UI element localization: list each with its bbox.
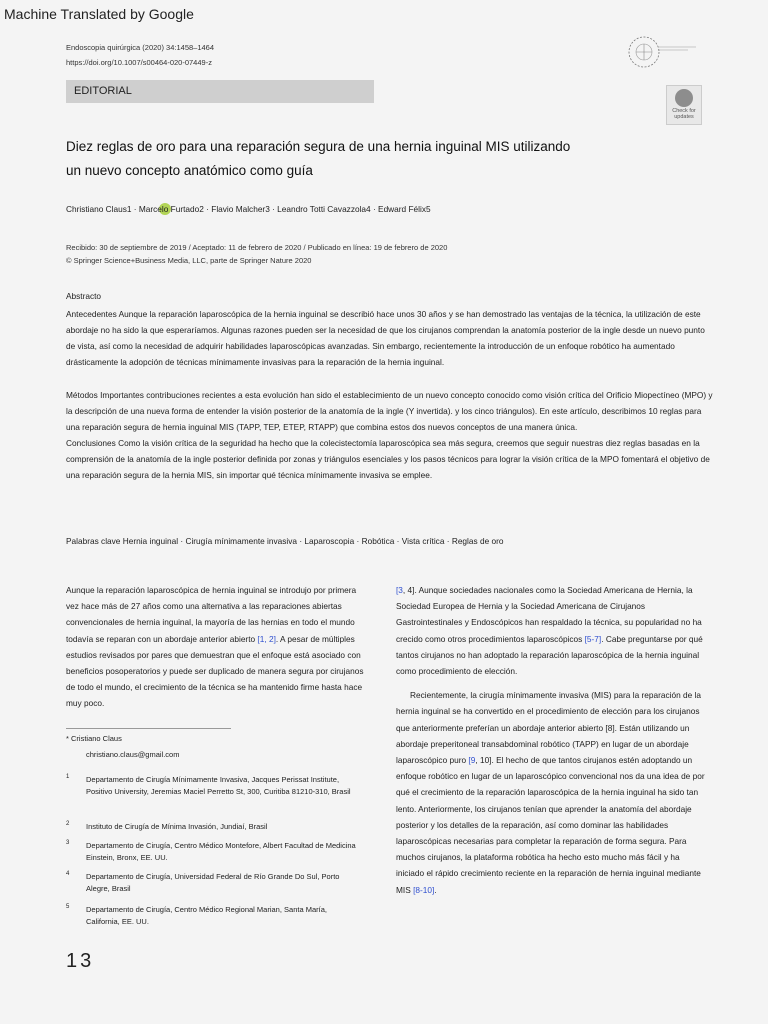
doi-link[interactable]: https://doi.org/10.1007/s00464-020-07449-z bbox=[66, 58, 212, 67]
body-right-column bbox=[396, 582, 708, 898]
affiliation-text: Instituto de Cirugía de Mínima Invasión, Jundiaí, Brasil bbox=[86, 822, 268, 831]
keywords: Palabras clave Hernia inguinal · Cirugía mínimamente invasiva · Laparoscopia · Robótica · Vista crítica · Reglas de oro bbox=[66, 536, 504, 546]
affiliation-number: 4 bbox=[66, 871, 70, 877]
check-for-updates-button[interactable] bbox=[666, 85, 702, 125]
check-label-line1: Check for bbox=[672, 108, 696, 114]
affiliation-text: Departamento de Cirugía Mínimamente Invasiva, Jacques Perissat Institute, Positivo University, Jeremias Maciel Perretto St, 300, Curitiba 81210-310, Brasil bbox=[86, 775, 351, 796]
publication-dates: Recibido: 30 de septiembre de 2019 / Aceptado: 11 de febrero de 2020 / Publicado en línea: 19 de febrero de 2020 bbox=[66, 243, 448, 252]
abstract-conclusions: Conclusiones Como la visión crítica de la seguridad ha hecho que la colecistectomía laparoscópica sea más segura, creemos que seguir nuestras diez reglas basadas en la comprensión de la anatomía de la ingle posterior definida por zonas y triángulos esenciales y los pasos técnicos para lograr la visión crítica de la MPO fomentará el objetivo de una reparación segura de la hernia MIS, sin importar qué técnica mínimamente invasiva se emplee. bbox=[66, 438, 710, 480]
journal-citation: Endoscopia quirúrgica (2020) 34:1458–1464 bbox=[66, 43, 215, 52]
abstract-background: Antecedentes Aunque la reparación laparoscópica de la hernia inguinal se describió hace unos 30 años y se han demostrado las ventajas de la técnica, la utilización de este abordaje no ha sido la que esperaríamos. Algunas razones pueden ser la necesidad de que los cirujanos comprendan la anatomía posterior de la ingle desde un nuevo punto de vista, así como la necesidad de adquirir habilidades laparoscópicas avanzadas. Sin embargo, recientemente la introducción de un enfoque robótico ha aumentado drásticamente la adopción de técnicas mínimamente invasivas para la reparación de la hernia inguinal. bbox=[66, 309, 705, 367]
body-text: , 10]. El hecho de que tantos cirujanos estén adoptando un enfoque robótico en lugar de un laparoscópico convencional nos da una idea de por qué el crecimiento de la reparación laparoscópica de la hernia inguinal ha sido tan lento. Anteriormente, los cirujanos tenían que aprender la anatomía del abordaje posterior y los detalles de la reparación, así como dominar las habilidades laparoscópicas necesarias para completar la reparación de forma segura. Para muchos cirujanos, la plataforma robótica ha hecho esto mucho más fácil y ha iniciado el rápido crecimiento reciente en la reparación de hernia inguinal mediante MIS bbox=[396, 755, 705, 895]
body-text: Aunque la reparación laparoscópica de hernia inguinal se introdujo por primera vez hace más de 27 años como una alternativa a las reparaciones abiertas convencionales de hernia inguinal, la mayoría de las hernias en todo el mundo todavía se reparan con un abordaje anterior abierto bbox=[66, 585, 357, 644]
copyright: © Springer Science+Business Media, LLC, parte de Springer Nature 2020 bbox=[66, 256, 312, 265]
affiliation-number: 5 bbox=[66, 904, 70, 910]
citation-link[interactable]: [8-10] bbox=[413, 884, 435, 895]
article-title-line-1: Diez reglas de oro para una reparación segura de una hernia inguinal MIS utilizando bbox=[66, 139, 571, 154]
author-email-link[interactable]: christiano.claus@gmail.com bbox=[86, 750, 180, 759]
affiliation-text: Departamento de Cirugía, Centro Médico Regional Marian, Santa María, California, EE. UU. bbox=[86, 905, 327, 926]
citation-link[interactable]: [9 bbox=[468, 755, 476, 766]
citation-link[interactable]: [5-7] bbox=[584, 633, 602, 644]
author-list: Christiano Claus1 · Marcelo Furtado2 · Flavio Malcher3 · Leandro Totti Cavazzola4 · Edward Félix5 bbox=[66, 204, 431, 214]
body-text: , 4]. Aunque sociedades nacionales como la Sociedad Americana de Hernia, la Sociedad Europea de Hernia y la Sociedad Americana de Cirujanos Gastrointestinales y Endoscópicos han respaldado la técnica, su popularidad no ha crecido como otros procedimientos laparoscópicos bbox=[396, 585, 702, 644]
affiliation-text: Departamento de Cirugía, Centro Médico Montefore, Albert Facultad de Medicina Einstein, Bronx, EE. UU. bbox=[86, 841, 356, 862]
section-label-editorial: EDITORIAL bbox=[66, 80, 374, 103]
corresponding-author: * Cristiano Claus bbox=[66, 734, 122, 743]
citation-link[interactable]: [3 bbox=[396, 585, 403, 595]
body-text: . A pesar de múltiples estudios revisados por pares que demuestran que el enfoque está asociado con beneficios posoperatorios y puede ser duplicado de manera segura por cirujanos de todo el mundo, el crecimiento de la técnica se ha mantenido firme hasta hace muy poco. bbox=[66, 633, 364, 709]
affiliation-number: 3 bbox=[66, 840, 70, 846]
machine-translation-banner: Machine Translated by Google bbox=[4, 6, 194, 22]
springer-page-marker: 13 bbox=[66, 950, 95, 972]
body-left-column bbox=[66, 582, 366, 712]
abstract-heading: Abstracto bbox=[66, 291, 102, 301]
affiliation-number: 2 bbox=[66, 821, 70, 827]
body-text: . Cabe preguntarse por qué tantos cirujanos no han adoptado la reparación laparoscópica de la hernia inguinal como procedimiento de elección. bbox=[396, 633, 703, 677]
body-text: . bbox=[434, 884, 437, 895]
abstract-methods-conclusions bbox=[66, 387, 714, 483]
affiliation-number: 1 bbox=[66, 774, 70, 780]
check-label-line2: updates bbox=[674, 114, 694, 120]
society-seal-logo bbox=[618, 30, 698, 74]
affiliation-text: Departamento de Cirugía, Universidad Federal de Río Grande Do Sul, Porto Alegre, Brasil bbox=[86, 872, 340, 893]
article-title-line-2: un nuevo concepto anatómico como guía bbox=[66, 163, 313, 178]
abstract-methods: Métodos Importantes contribuciones recientes a esta evolución han sido el establecimiento de un nuevo concepto conocido como visión crítica del Orificio Miopectíneo (MPO) y la descripción de una nueva forma de entender la visión posterior de la anatomía de la ingle (Y invertida). y los cinco triángulos). En este artículo, describimos 10 reglas para una reparación segura de hernia inguinal MIS (TAPP, TEP, ETEP, RTAPP) que combina estos dos nuevos conceptos de una manera única. bbox=[66, 390, 713, 432]
citation-link[interactable]: [1, 2] bbox=[257, 633, 276, 644]
update-check-icon bbox=[675, 89, 693, 107]
body-text: Recientemente, la cirugía mínimamente invasiva (MIS) para la reparación de la hernia inguinal se ha convertido en el procedimiento de elección para los cirujanos que anteriormente preferían un abordaje anterior abierto [8]. Están utilizando un abordaje preperitoneal transabdominal robótico (TAPP) en lugar de un abordaje laparoscópico puro bbox=[396, 690, 701, 766]
footnote-divider bbox=[66, 728, 231, 729]
